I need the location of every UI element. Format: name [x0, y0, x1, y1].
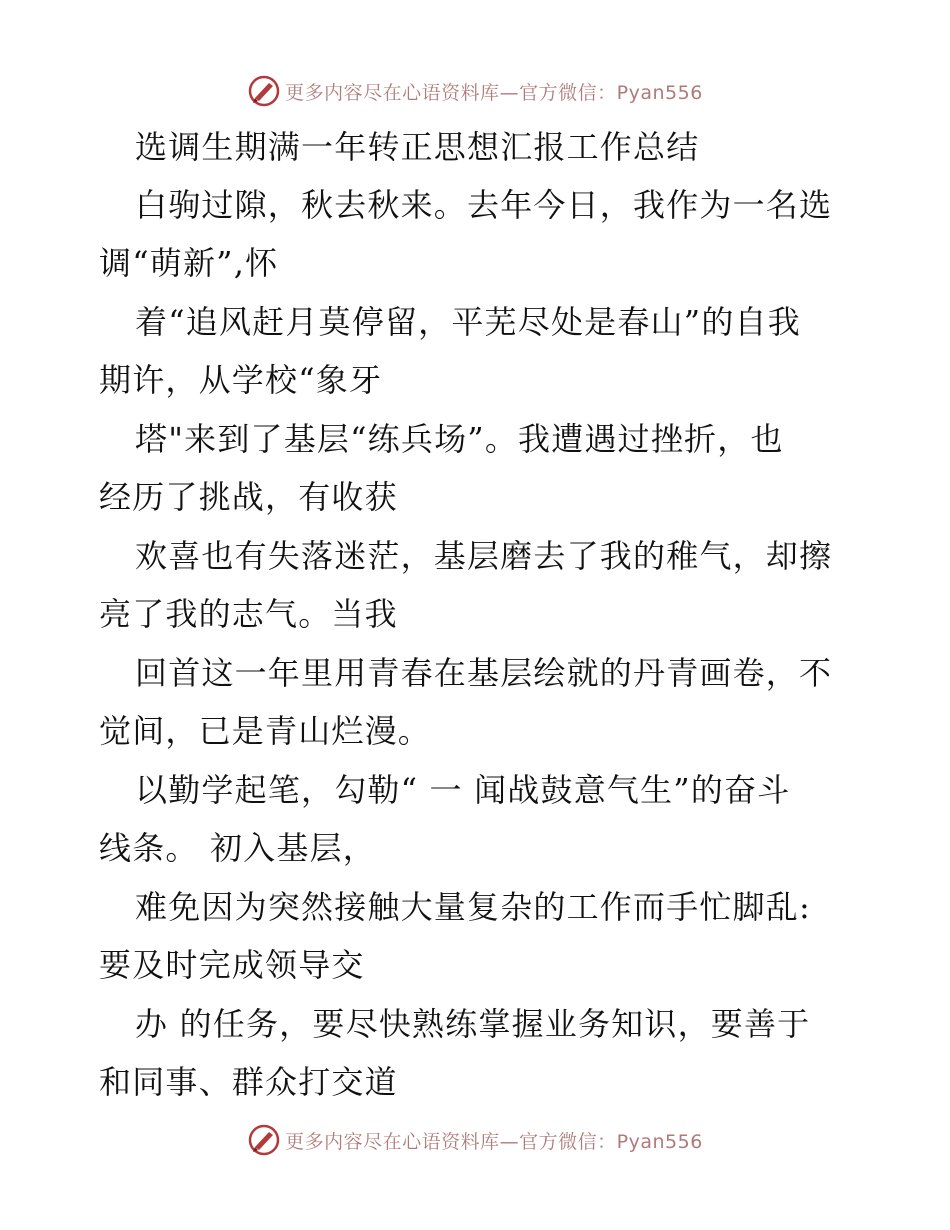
footer-banner	[0, 1120, 950, 1160]
paragraph-line: 亮了我的志气。当我	[99, 595, 398, 633]
paragraph-line: 回首这一年里用青春在基层绘就的丹青画卷，不	[135, 654, 833, 692]
paragraph-line: 着“追风赶月莫停留，平芜尽处是春山”的自我	[135, 303, 801, 341]
paragraph-line: 白驹过隙，秋去秋来。去年今日，我作为一名选	[135, 186, 833, 224]
document-title: 选调生期满一年转正思想汇报工作总结	[135, 128, 700, 166]
pen-logo-icon	[247, 74, 281, 108]
paragraph-line: 期许，从学校“象牙	[99, 361, 383, 399]
paragraph-line: 塔"来到了基层“练兵场”。我遭遇过挫折，也	[135, 420, 784, 458]
banner-text: 更多内容尽在心语资料库—官方微信：Pyan556	[285, 81, 703, 104]
paragraph-line: 要及时完成领导交	[99, 946, 365, 984]
paragraph-line: 调“萌新”,怀	[99, 244, 279, 282]
paragraph-line: 觉间，已是青山烂漫。	[99, 712, 432, 750]
paragraph-line: 办 的任务，要尽快熟练掌握业务知识，要善于	[135, 1005, 811, 1043]
paragraph-line: 经历了挑战，有收获	[99, 478, 398, 516]
header-banner	[0, 71, 950, 111]
paragraph-line: 线条。 初入基层，	[99, 829, 376, 867]
paragraph-line: 难免因为突然接触大量复杂的工作而手忙脚乱:	[135, 888, 811, 926]
pen-logo-icon	[247, 1123, 281, 1157]
paragraph-line: 以勤学起笔，勾勒“ 一 闻战鼓意气生”的奋斗	[135, 771, 791, 809]
paragraph-line: 欢喜也有失落迷茫，基层磨去了我的稚气，却擦	[135, 537, 833, 575]
banner-text: 更多内容尽在心语资料库—官方微信：Pyan556	[285, 1130, 703, 1153]
paragraph-line: 和同事、群众打交道	[99, 1063, 398, 1101]
